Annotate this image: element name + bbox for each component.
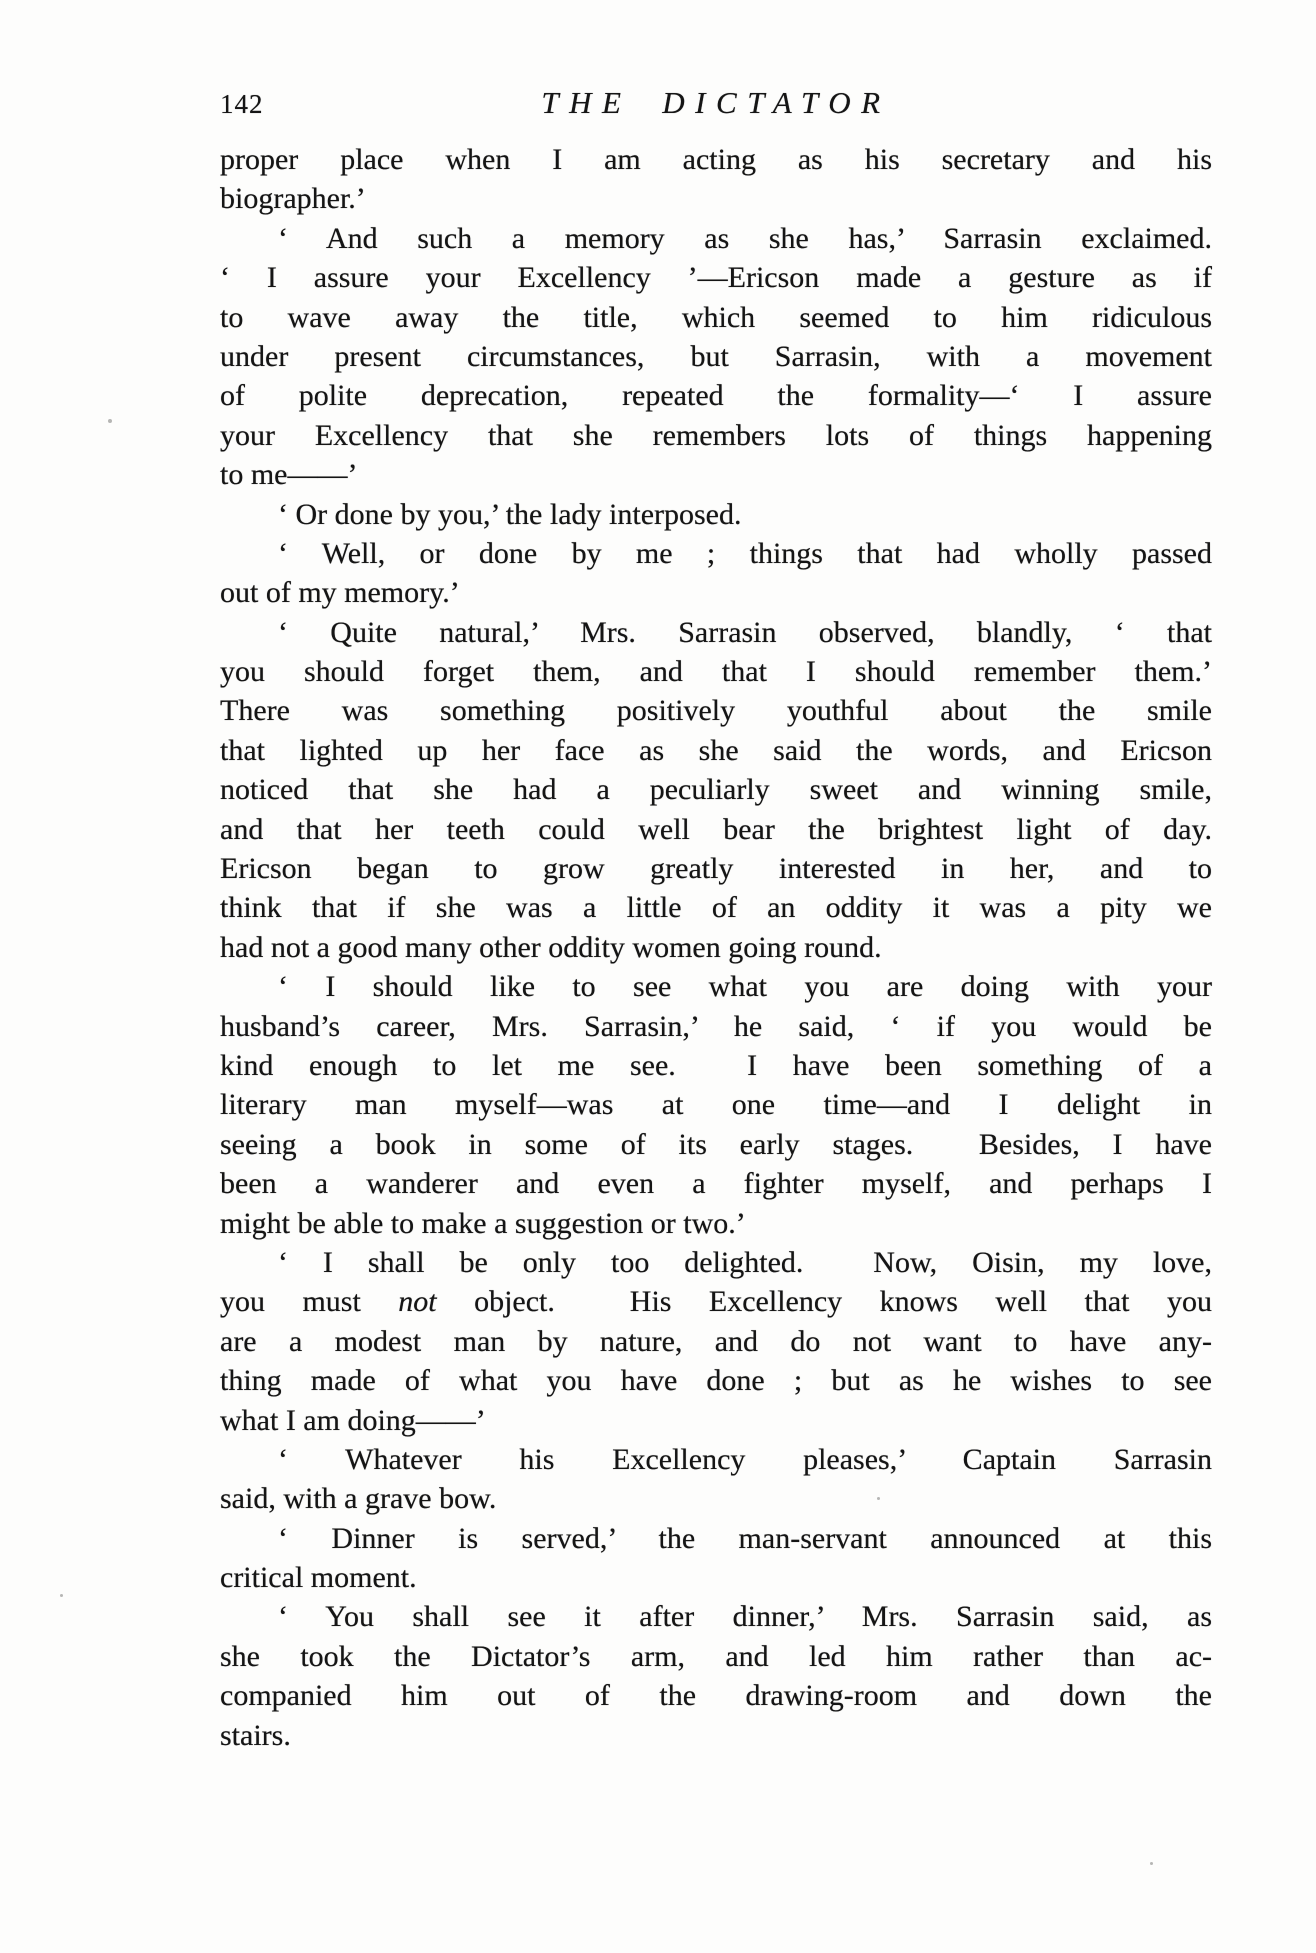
paragraph — [220, 140, 1212, 219]
text-line: kind enough to let me see. I have been something of a — [220, 1048, 1212, 1082]
page-body — [220, 140, 1212, 1755]
text-line: that lighted up her face as she said the words, and Ericson — [220, 733, 1212, 767]
page-header — [220, 85, 1212, 125]
text-line: think that if she was a little of an oddity it was a pity we — [220, 891, 1212, 925]
text-line: under present circumstances, but Sarrasin, with a movement — [220, 339, 1212, 373]
scan-speck — [877, 1497, 880, 1500]
text-line: been a wanderer and even a fighter myself, and perhaps I — [220, 1167, 1212, 1201]
text-line: seeing a book in some of its early stages. Besides, I have — [220, 1127, 1212, 1161]
text-line: companied him out of the drawing-room and down the — [220, 1679, 1212, 1713]
text-line: literary man myself—was at one time—and I delight in — [220, 1088, 1212, 1122]
page-number: 142 — [220, 89, 264, 119]
paragraph — [220, 219, 1212, 495]
text-line: are a modest man by nature, and do not want to have any- — [220, 1324, 1212, 1358]
paragraph — [220, 1243, 1212, 1440]
text-line: husband’s career, Mrs. Sarrasin,’ he said, ‘ if you would be — [220, 1009, 1212, 1043]
text-line: your Excellency that she remembers lots of things happening — [220, 418, 1212, 452]
text-line: thing made of what you have done ; but as he wishes to see — [220, 1364, 1212, 1398]
text-line: you must not object. His Excellency knows well that you — [220, 1285, 1212, 1319]
text-block — [220, 85, 1212, 1755]
text-line: ‘ I assure your Excellency ’—Ericson made a gesture as if — [220, 261, 1212, 295]
scan-speck — [108, 419, 112, 423]
text-line: ‘ I should like to see what you are doing with your — [278, 970, 1212, 1004]
text-line: out of my memory.’ — [220, 576, 460, 610]
paragraph — [220, 1440, 1212, 1519]
text-line: ‘ Quite natural,’ Mrs. Sarrasin observed, blandly, ‘ that — [278, 615, 1212, 649]
text-line: biographer.’ — [220, 182, 366, 216]
text-line: to me——’ — [220, 458, 358, 492]
text-line: There was something positively youthful about the smile — [220, 694, 1212, 728]
running-title: THE DICTATOR — [541, 85, 891, 120]
text-line: what I am doing——’ — [220, 1403, 486, 1437]
text-line: you should forget them, and that I should remember them.’ — [220, 655, 1212, 689]
scan-speck — [60, 1594, 63, 1597]
text-line: Ericson began to grow greatly interested in her, and to — [220, 852, 1212, 886]
text-line: ‘ I shall be only too delighted. Now, Oisin, my love, — [278, 1245, 1212, 1279]
paragraph — [220, 967, 1212, 1243]
text-line: to wave away the title, which seemed to him ridiculous — [220, 300, 1212, 334]
paragraph — [220, 1597, 1212, 1755]
text-line: and that her teeth could well bear the brightest light of day. — [220, 812, 1212, 846]
text-line: proper place when I am acting as his secretary and his — [220, 143, 1212, 176]
text-line: ‘ Well, or done by me ; things that had wholly passed — [278, 536, 1212, 570]
text-line: of polite deprecation, repeated the formality—‘ I assure — [220, 379, 1212, 413]
paragraph — [220, 613, 1212, 968]
paragraph — [220, 1519, 1212, 1598]
text-line: ‘ Or done by you,’ the lady interposed. — [278, 497, 742, 531]
text-line: had not a good many other oddity women going round. — [220, 930, 882, 964]
scan-speck — [1150, 1862, 1153, 1865]
text-line: ‘ And such a memory as she has,’ Sarrasin exclaimed. — [278, 221, 1212, 255]
text-line: noticed that she had a peculiarly sweet and winning smile, — [220, 773, 1212, 807]
text-line: ‘ Dinner is served,’ the man-servant announced at this — [278, 1521, 1212, 1555]
paragraph — [220, 495, 1212, 534]
text-line: said, with a grave bow. — [220, 1482, 497, 1516]
text-line: might be able to make a suggestion or two.’ — [220, 1206, 746, 1240]
text-line: critical moment. — [220, 1561, 417, 1595]
paragraph — [220, 534, 1212, 613]
text-line: she took the Dictator’s arm, and led him rather than ac- — [220, 1639, 1212, 1673]
text-line: ‘ You shall see it after dinner,’ Mrs. Sarrasin said, as — [278, 1600, 1212, 1634]
text-line: stairs. — [220, 1718, 291, 1752]
text-line: ‘ Whatever his Excellency pleases,’ Captain Sarrasin — [278, 1442, 1212, 1476]
